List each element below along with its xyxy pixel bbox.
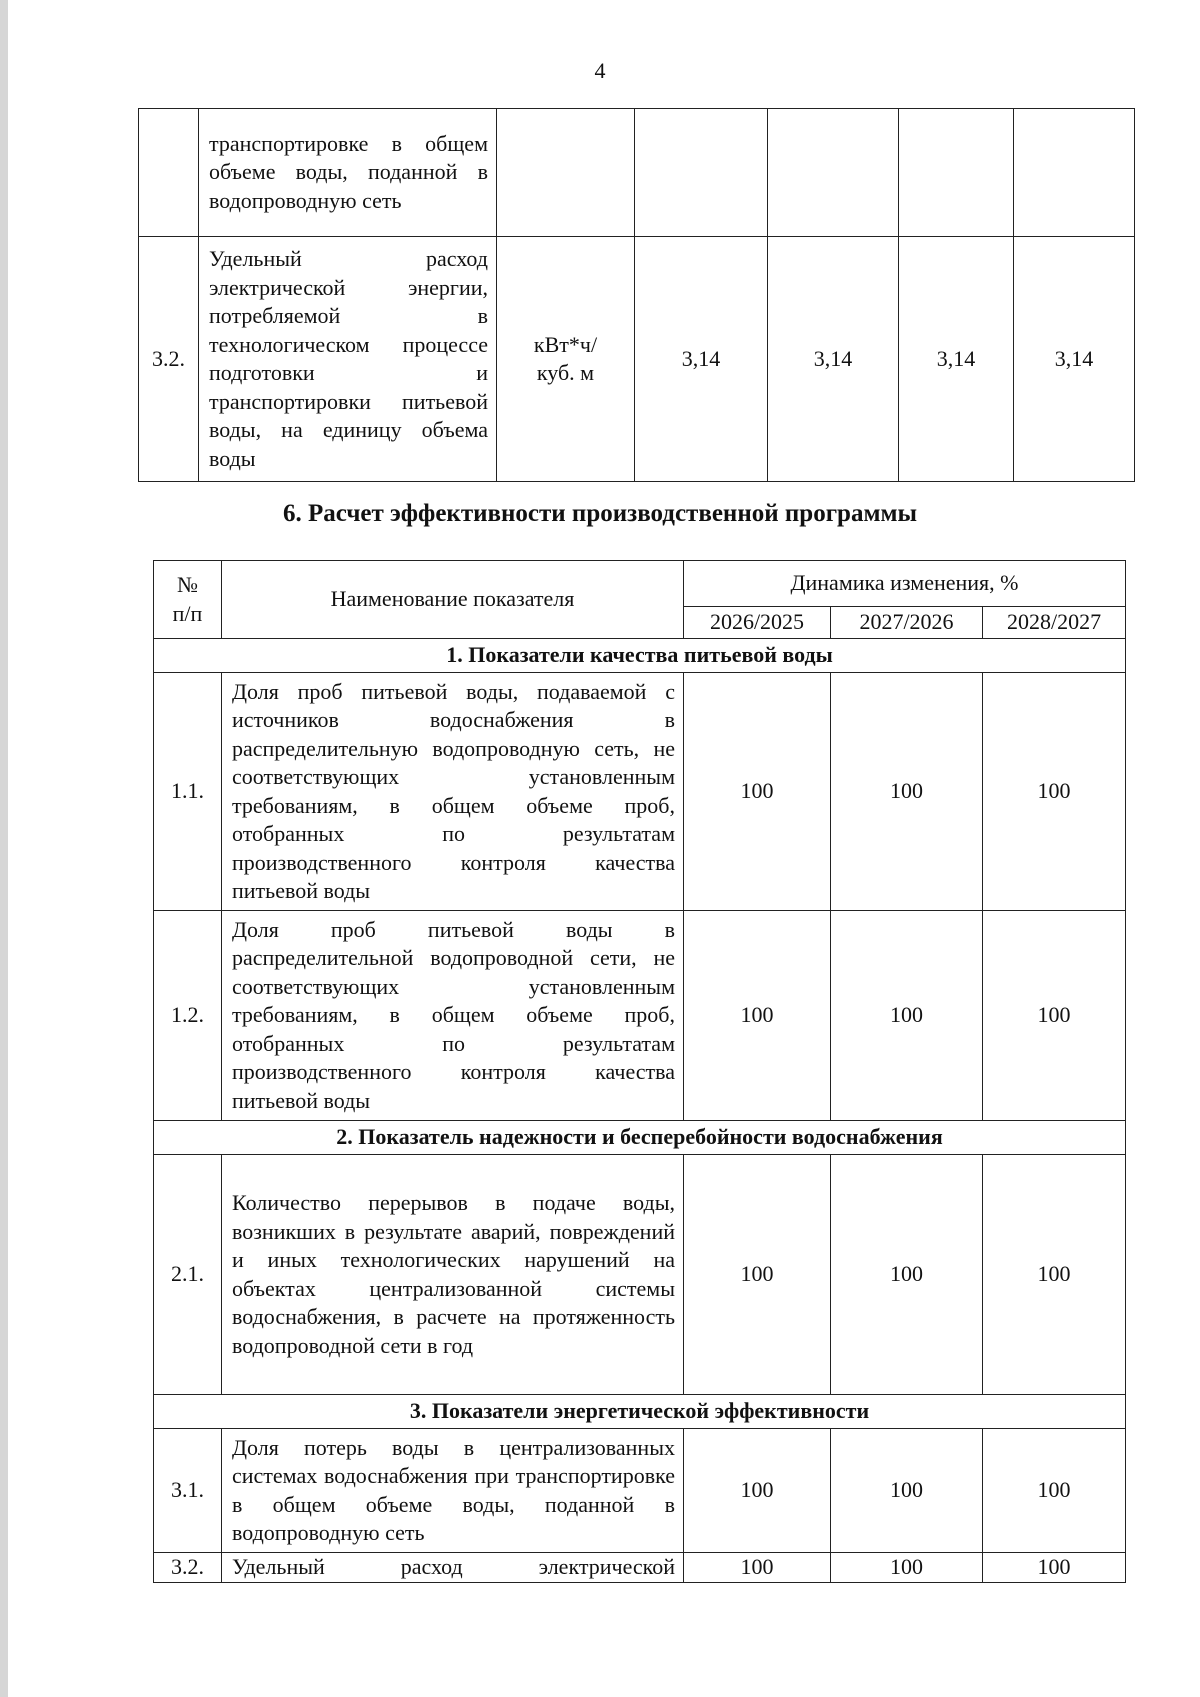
- value-cell: 3,14: [635, 237, 768, 482]
- header-row: [154, 561, 1126, 607]
- header-name: Наименование показателя: [222, 561, 684, 639]
- section-title: 3. Показатели энергетической эффективности: [154, 1395, 1126, 1429]
- value-cell: 100: [983, 1429, 1126, 1553]
- indicator-name: Количество перерывов в подаче воды, возникших в результате аварий, повреждений и иных технологических нарушений на объектах централизованной системы водоснабжения, в расчете на протяженность водопроводной сети в год: [222, 1155, 684, 1395]
- value-cell: 100: [983, 673, 1126, 911]
- unit-line: куб. м: [536, 360, 595, 385]
- value-cell: 100: [983, 1155, 1126, 1395]
- header-period: 2026/2025: [684, 607, 831, 639]
- row-number: 3.2.: [154, 1553, 222, 1583]
- indicator-name: Доля проб питьевой воды в распределительной водопроводной сети, не соответствующих установленным требованиям, в общем объеме проб, отобранных по результатам производственного контроля качества питьевой воды: [222, 911, 684, 1121]
- indicator-name: Доля потерь воды в централизованных системах водоснабжения при транспортировке в общем объеме воды, поданной в водопроводную сеть: [222, 1429, 684, 1553]
- top-table: [138, 108, 1135, 482]
- value-cell: 100: [831, 1429, 983, 1553]
- unit-cell: [497, 237, 635, 482]
- table-row: [154, 673, 1126, 911]
- table-row: [154, 911, 1126, 1121]
- indicator-name: транспортировке в общем объеме воды, поданной в водопроводную сеть: [199, 109, 497, 237]
- indicator-name: Удельный расход электрической: [222, 1553, 684, 1583]
- table-row: [154, 1553, 1126, 1583]
- row-number: 2.1.: [154, 1155, 222, 1395]
- efficiency-table: [153, 560, 1126, 1583]
- table-row: [154, 1429, 1126, 1553]
- indicator-name: Доля проб питьевой воды, подаваемой с источников водоснабжения в распределительную водопроводную сеть, не соответствующих установленным требованиям, в общем объеме проб, отобранных по результатам производственного контроля качества питьевой воды: [222, 673, 684, 911]
- header-period: 2028/2027: [983, 607, 1126, 639]
- value-cell: 100: [684, 1155, 831, 1395]
- section-row: [154, 1121, 1126, 1155]
- value-cell: [899, 109, 1014, 237]
- section-heading: 6. Расчет эффективности производственной программы: [282, 500, 918, 527]
- row-number: [139, 109, 199, 237]
- value-cell: [635, 109, 768, 237]
- section-row: [154, 639, 1126, 673]
- header-num-line: п/п: [172, 600, 203, 626]
- value-cell: [768, 109, 899, 237]
- indicator-name: Удельный расход электрической энергии, потребляемой в технологическом процессе подготовки и транспортировки питьевой воды, на единицу объема воды: [199, 237, 497, 482]
- row-number: 1.2.: [154, 911, 222, 1121]
- row-number: 1.1.: [154, 673, 222, 911]
- page-number: 4: [594, 58, 606, 83]
- value-cell: 100: [831, 673, 983, 911]
- value-cell: 3,14: [899, 237, 1014, 482]
- row-number: 3.2.: [139, 237, 199, 482]
- table-row: [139, 109, 1135, 237]
- header-dynamics: Динамика изменения, %: [684, 561, 1126, 607]
- value-cell: 100: [684, 1429, 831, 1553]
- table-row: [154, 1155, 1126, 1395]
- value-cell: 100: [684, 673, 831, 911]
- section-row: [154, 1395, 1126, 1429]
- value-cell: 100: [983, 911, 1126, 1121]
- value-cell: 100: [684, 1553, 831, 1583]
- value-cell: 3,14: [1014, 237, 1135, 482]
- value-cell: 100: [983, 1553, 1126, 1583]
- value-cell: 100: [684, 911, 831, 1121]
- unit-cell: [497, 109, 635, 237]
- header-num: [154, 561, 222, 639]
- value-cell: 3,14: [768, 237, 899, 482]
- header-num-line: №: [177, 572, 198, 597]
- value-cell: [1014, 109, 1135, 237]
- header-period: 2027/2026: [831, 607, 983, 639]
- value-cell: 100: [831, 911, 983, 1121]
- scan-edge: [0, 0, 8, 1697]
- value-cell: 100: [831, 1553, 983, 1583]
- value-cell: 100: [831, 1155, 983, 1395]
- row-number: 3.1.: [154, 1429, 222, 1553]
- table-row: [139, 237, 1135, 482]
- section-title: 2. Показатель надежности и бесперебойности водоснабжения: [154, 1121, 1126, 1155]
- section-title: 1. Показатели качества питьевой воды: [154, 639, 1126, 673]
- unit-line: кВт*ч/: [533, 331, 598, 357]
